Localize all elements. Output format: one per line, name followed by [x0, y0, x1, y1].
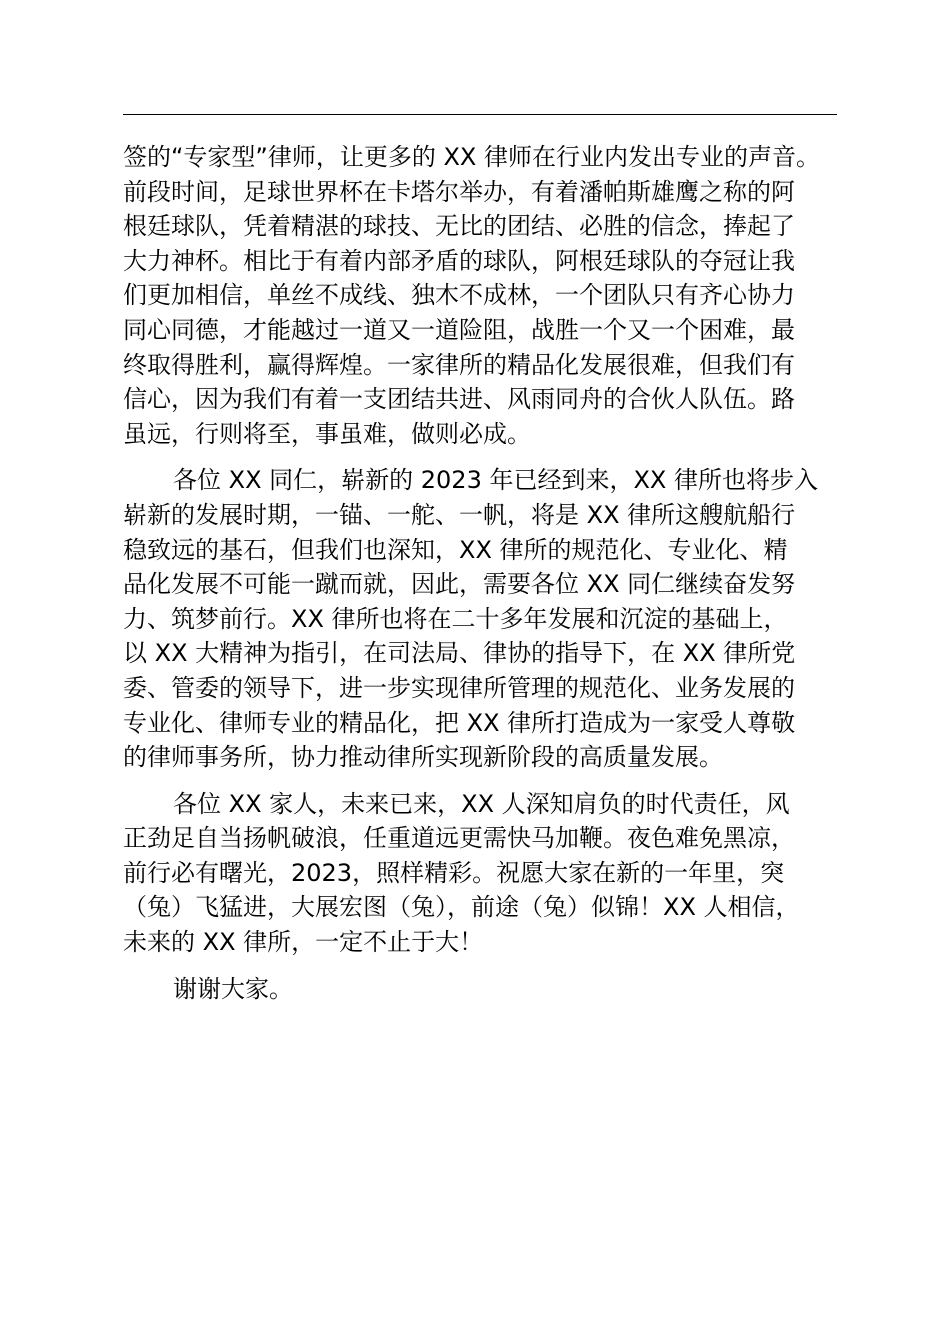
header-rule — [123, 114, 837, 115]
text-line: 委、管委的领导下，进一步实现律所管理的规范化、业务发展的 — [123, 673, 795, 702]
paragraph-1 — [123, 140, 863, 451]
text-line: 大力神杯。相比于有着内部矛盾的球队，阿根廷球队的夺冠让我 — [123, 246, 795, 275]
text-line: 们更加相信，单丝不成线、独木不成林，一个团队只有齐心协力 — [123, 281, 795, 310]
text-line: 根廷球队，凭着精湛的球技、无比的团结、必胜的信念，捧起了 — [123, 212, 795, 241]
paragraph-4 — [123, 972, 863, 1007]
text-line: 虽远，行则将至，事虽难，做则必成。 — [123, 419, 531, 448]
text-line: 签的“专家型”律师，让更多的 XX 律师在行业内发出专业的声音。 — [123, 143, 821, 171]
text-line: 品化发展不可能一蹴而就，因此，需要各位 XX 同仁继续奋发努 — [123, 570, 796, 599]
text-line: 信心，因为我们有着一支团结共进、风雨同舟的合伙人队伍。路 — [123, 385, 795, 414]
text-line: 稳致远的基石，但我们也深知，XX 律所的规范化、专业化、精 — [123, 535, 788, 564]
text-line: 各位 XX 家人，未来已来，XX 人深知肩负的时代责任，风 — [173, 789, 790, 818]
text-line: 崭新的发展时期，一锚、一舵、一帆，将是 XX 律所这艘航船行 — [123, 500, 796, 529]
text-line: 正劲足自当扬帆破浪，任重道远更需快马加鞭。夜色难免黑凉， — [123, 824, 795, 853]
text-line: 谢谢大家。 — [173, 974, 293, 1003]
text-line: 各位 XX 同仁，崭新的 2023 年已经到来，XX 律所也将步入 — [173, 466, 818, 495]
text-line: 同心同德，才能越过一道又一道险阻，战胜一个又一个困难，最 — [123, 315, 795, 344]
paragraph-2 — [123, 463, 863, 774]
text-line: 前行必有曙光，2023，照样精彩。祝愿大家在新的一年里，突 — [123, 858, 785, 887]
text-line: 未来的 XX 律所，一定不止于大！ — [123, 928, 484, 957]
text-line: （兔）飞猛进，大展宏图（兔），前途（兔）似锦！XX 人相信， — [123, 893, 800, 922]
document-body — [123, 140, 863, 1018]
text-line: 的律师事务所，协力推动律所实现新阶段的高质量发展。 — [123, 743, 723, 772]
paragraph-3 — [123, 787, 863, 960]
text-line: 终取得胜利，赢得辉煌。一家律所的精品化发展很难，但我们有 — [123, 350, 795, 379]
text-line: 专业化、律师专业的精品化，把 XX 律所打造成为一家受人尊敬 — [123, 708, 796, 737]
text-line: 力、筑梦前行。XX 律所也将在二十多年发展和沉淀的基础上， — [123, 604, 788, 633]
text-line: 以 XX 大精神为指引，在司法局、律协的指导下，在 XX 律所党 — [123, 639, 796, 668]
text-line: 前段时间，足球世界杯在卡塔尔举办，有着潘帕斯雄鹰之称的阿 — [123, 177, 795, 206]
